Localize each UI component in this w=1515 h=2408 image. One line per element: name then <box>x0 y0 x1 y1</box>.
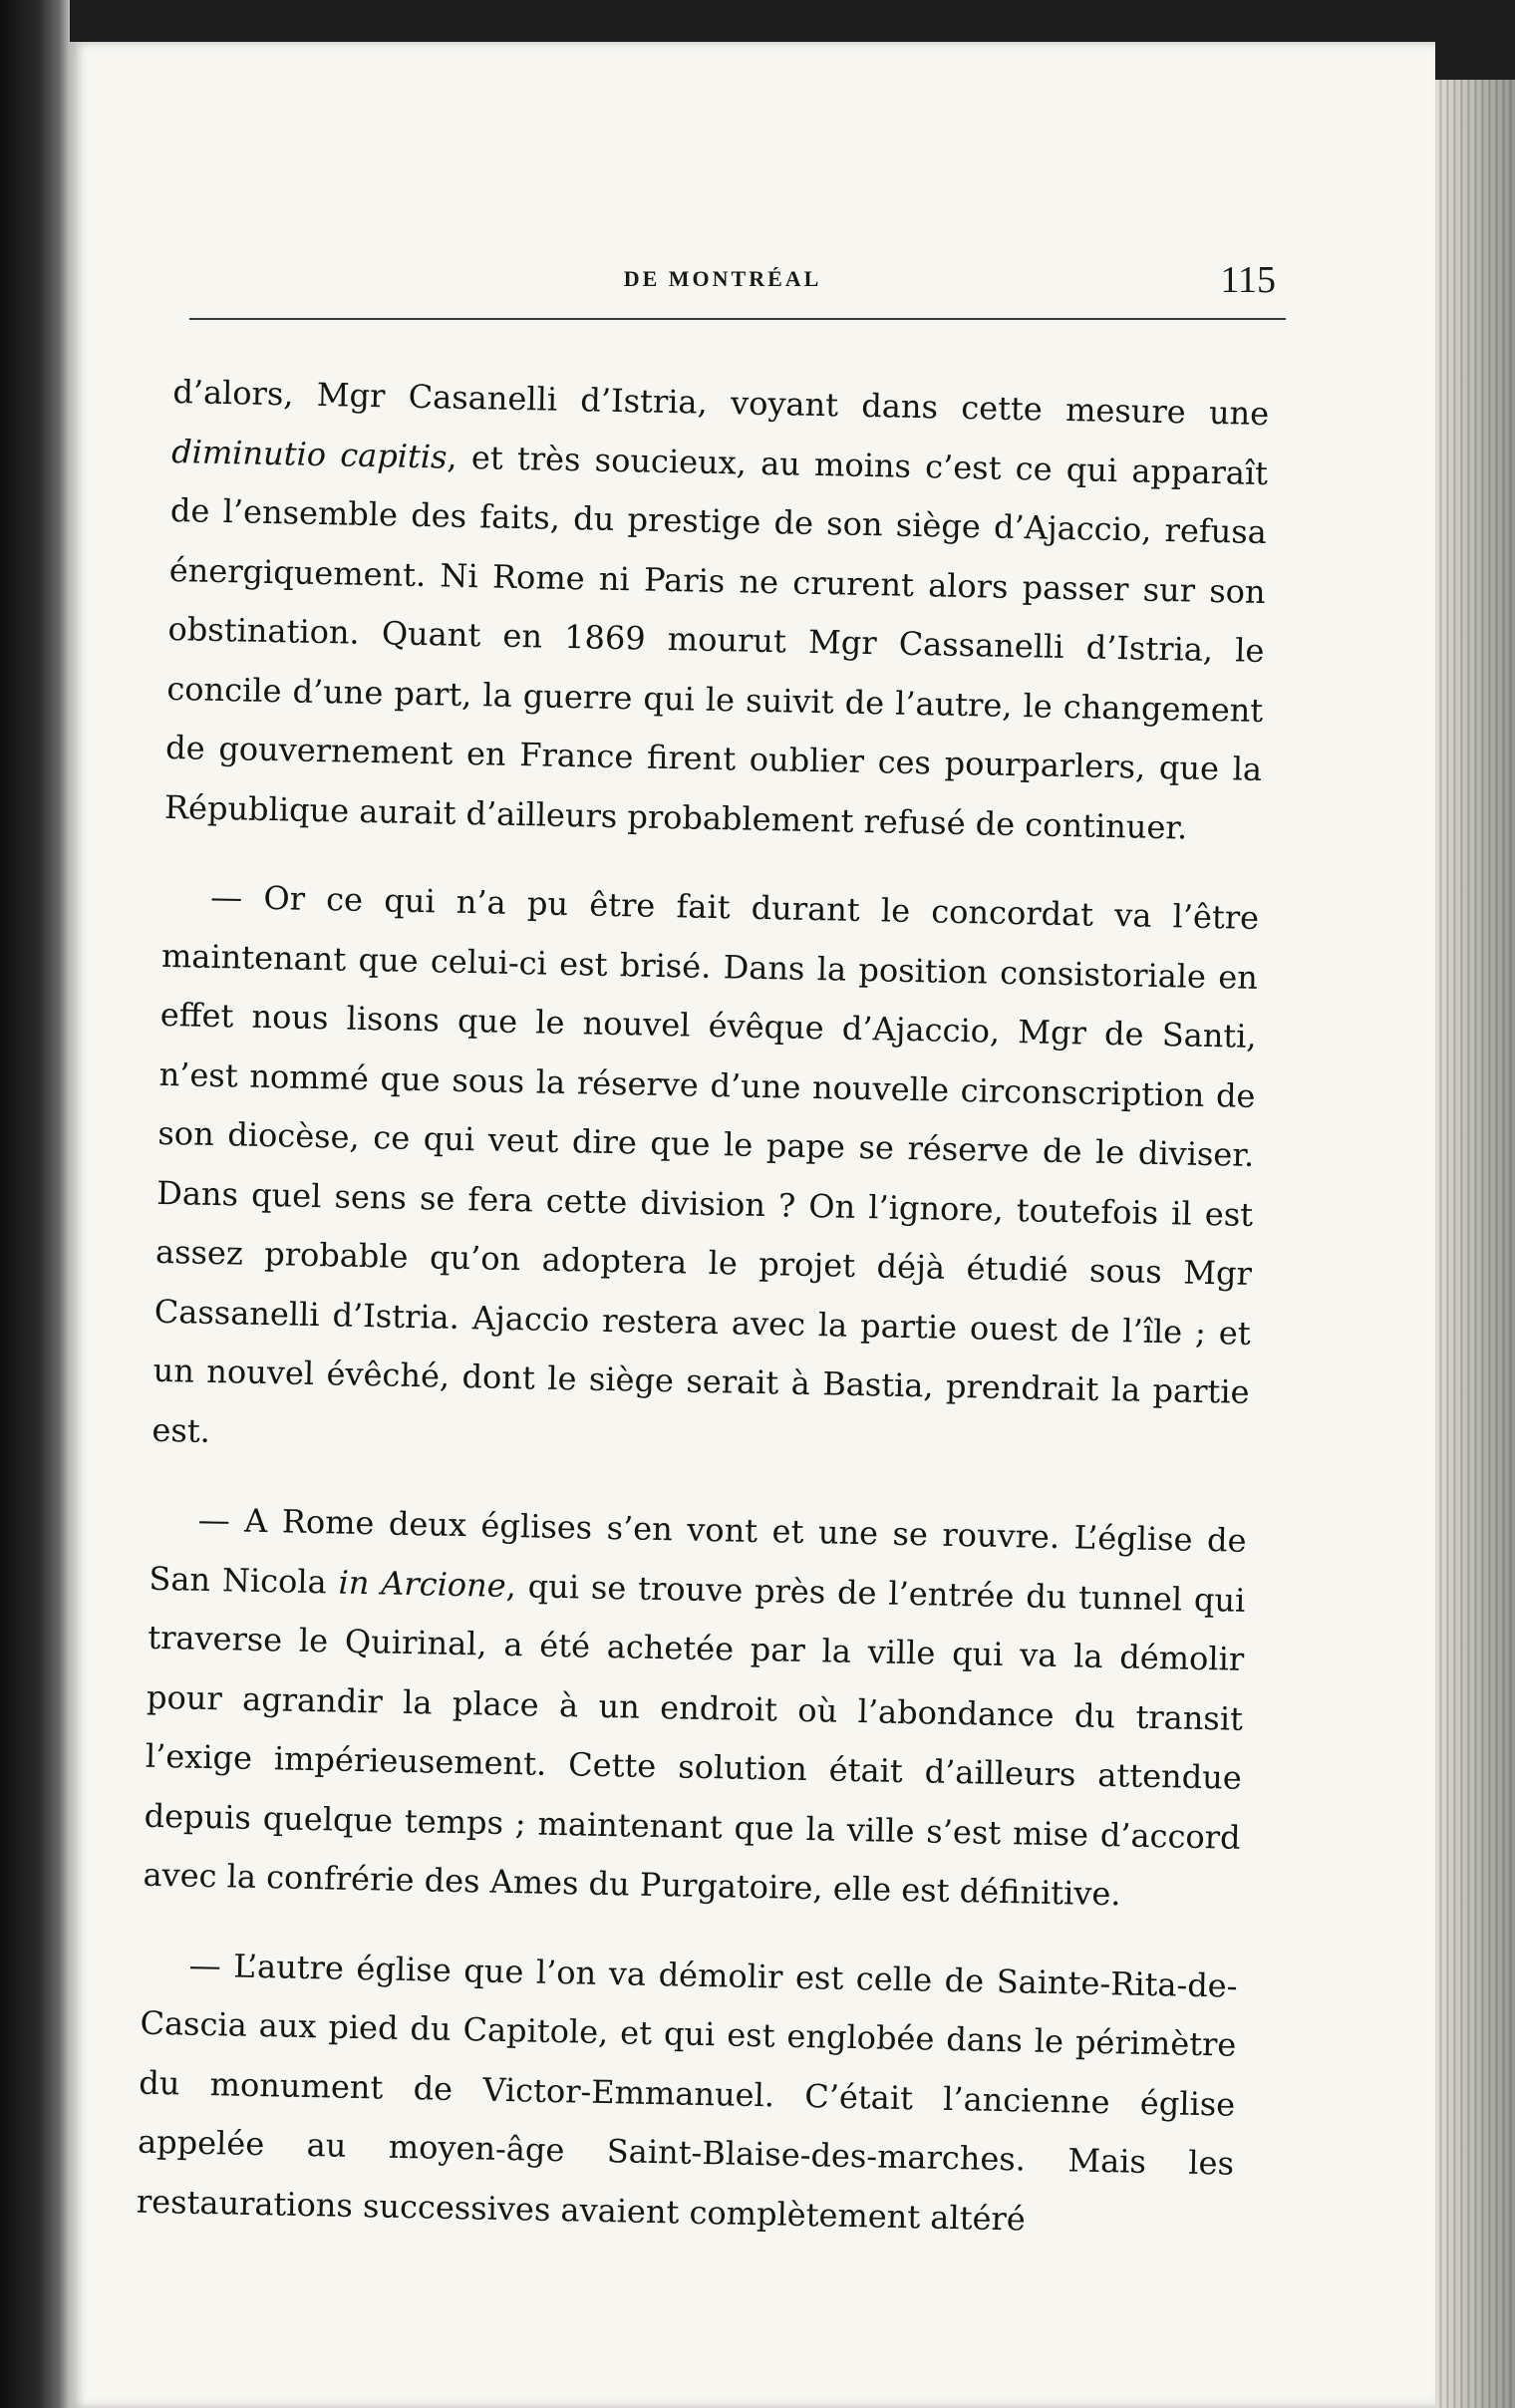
paragraph-3-part-3: , qui se trouve près de l’entrée du tunnel qui traverse le Quirinal, a été achetée par la ville qui va la démolir pour agrandir la place à un endroit où l’abondance du transit l’exige impérieusement. Cette solution était d’ailleurs attendue depuis quelque temps ; maintenant que la ville s’est mise d’accord avec la confrérie des Ames du Purgatoire, elle est définitive. <box>143 1566 1246 1914</box>
paragraph-3-part-1: — A Rome deux églises s’en vont et une se rouvre. L’église de San Nicola <box>149 1500 1247 1602</box>
paragraph-1-italic: diminutio capitis <box>170 432 448 476</box>
paragraph-1-part-3: , et très soucieux, au moins c’est ce qui apparaît de l’ensemble des faits, du prestige de son siège d’Ajaccio, refusa énergiquement. Ni Rome ni Paris ne crurent alors passer sur son obstination. Quant en 1869 mourut Mgr Cassanelli d’Istria, le concile d’une part, la guerre qui le suivit de l’autre, le changement de gouvernement en France firent oublier ces pourparlers, que la République aurait d’ailleurs probablement refusé de continuer. <box>163 438 1269 847</box>
paragraph-3 <box>143 1490 1247 1927</box>
running-head: DE MONTRÉAL <box>623 266 822 291</box>
paragraph-3-italic: in Arcione <box>338 1563 507 1605</box>
page-edges-shade <box>1435 80 1515 2408</box>
page-header <box>169 216 1276 316</box>
paragraph-2 <box>152 867 1260 1482</box>
paragraph-4-part-1: — L’autre église que l’on va démolir est celle de Sainte-Rita-de-Cascia aux pied du Capitole, et qui est englobée dans le périmètre du monument de Victor-Emmanuel. C’était l’ancienne église appelée au moyen-âge Saint-Blaise-des-marches. Mais les restaurations successives avaient complètement altéré <box>136 1946 1238 2239</box>
paragraph-2-part-1: — Or ce qui n’a pu être fait durant le concordat va l’être maintenant que celui-ci est brisé. Dans la position consistoriale en effet nous lisons que le nouvel évêque d’Ajaccio, Mgr de Santi, n’est nommé que sous la réserve d’une nouvelle circonscription de son diocèse, ce qui veut dire que le pape se réserve de le diviser. Dans quel sens se fera cette division ? On l’ignore, toutefois il est assez probable qu’on adoptera le projet déjà étudié sous Mgr Cassanelli d’Istria. Ajaccio restera avec la partie ouest de l’île ; et un nouvel évêché, dont le siège serait à Bastia, prendrait la partie est. <box>152 877 1260 1450</box>
paragraph-4 <box>136 1935 1238 2254</box>
page-number: 115 <box>1220 259 1276 301</box>
book-gutter-shadow <box>0 0 70 2408</box>
paragraph-1 <box>163 363 1269 859</box>
body-text <box>136 363 1270 2283</box>
paragraph-1-part-1: d’alors, Mgr Casanelli d’Istria, voyant dans cette mesure une <box>172 372 1270 434</box>
header-rule <box>189 318 1286 320</box>
book-page <box>70 42 1435 2408</box>
